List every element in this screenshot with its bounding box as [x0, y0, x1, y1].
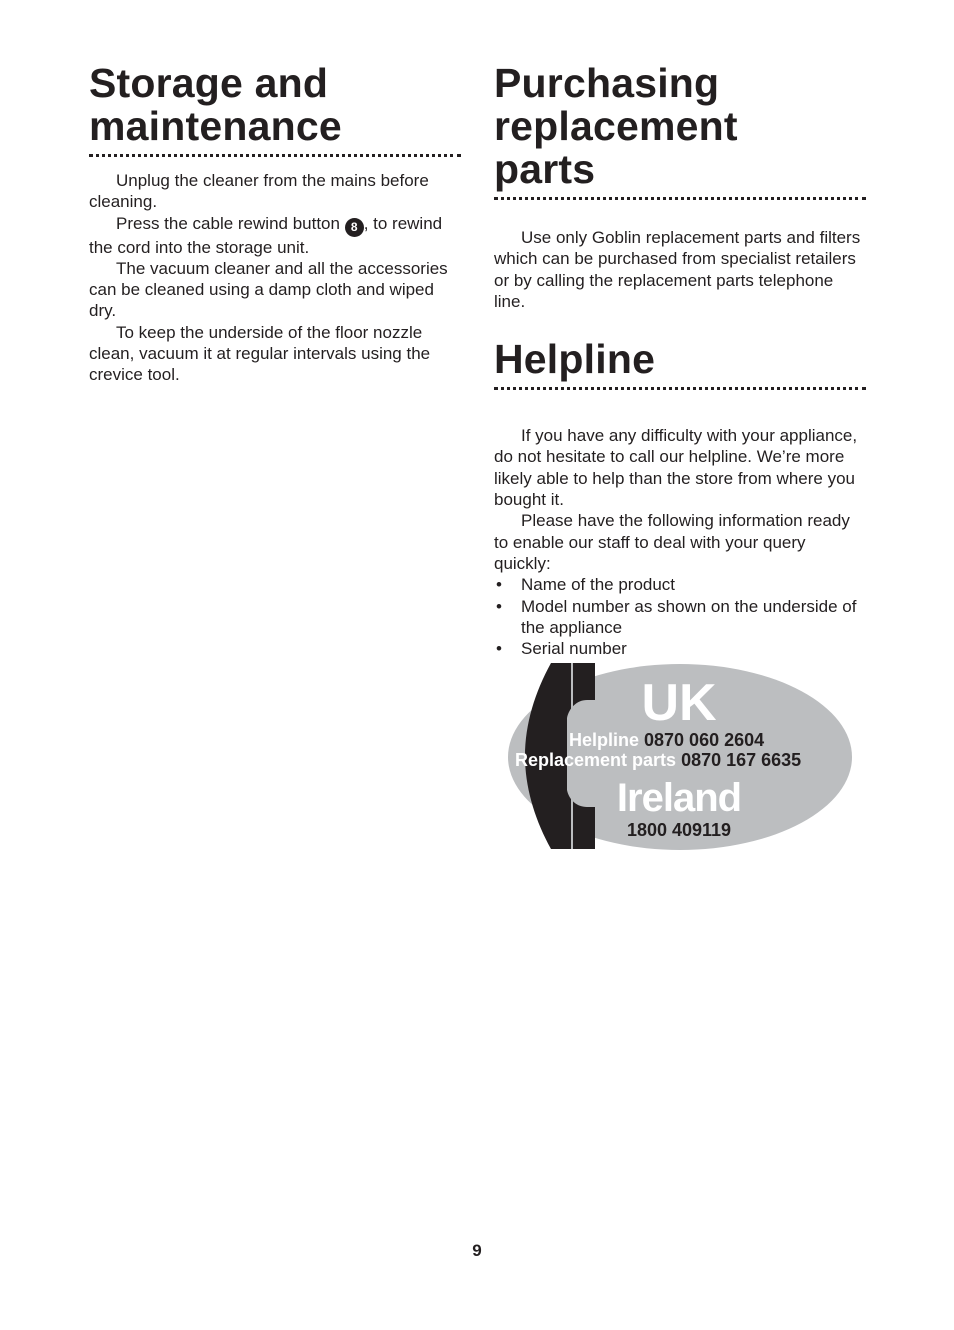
- purchasing-heading-line1: Purchasing: [494, 60, 720, 106]
- replacement-parts-number: 0870 167 6635: [681, 750, 802, 770]
- replacement-parts-label: Replacement parts: [515, 750, 677, 770]
- helpline-section: [494, 338, 866, 659]
- bullet: •: [496, 596, 502, 616]
- storage-paragraph-2-text-a: Press the cable rewind button: [116, 213, 345, 233]
- storage-paragraph-3: The vacuum cleaner and all the accessories can be cleaned using a damp cloth and wiped dry.: [89, 258, 448, 321]
- purchasing-section: [494, 62, 866, 312]
- helpline-paragraph-1: If you have any difficulty with your appliance, do not hesitate to call our helpline. We’re more likely able to help than the store from where you bought it.: [494, 426, 858, 510]
- helpline-paragraph-2: Please have the following information ready to enable our staff to deal with your query quickly:: [494, 511, 850, 573]
- ireland-number: 1800 409119: [626, 820, 732, 840]
- storage-paragraph-1: Unplug the cleaner from the mains before cleaning.: [89, 171, 429, 212]
- rewind-button-number-badge: 8: [345, 218, 364, 237]
- list-item: [494, 638, 866, 659]
- helpline-label: Helpline: [569, 730, 640, 750]
- list-item-text: Serial number: [521, 639, 627, 659]
- bullet: •: [496, 575, 502, 595]
- list-item-text: Model number as shown on the underside of the appliance: [521, 596, 857, 637]
- uk-heading: UK: [641, 674, 717, 732]
- right-column: [494, 62, 866, 659]
- list-item: [494, 574, 866, 595]
- required-info-list: [494, 574, 866, 659]
- bullet: •: [496, 639, 502, 659]
- storage-heading-line1: Storage and: [89, 60, 329, 106]
- contact-numbers-graphic: [507, 660, 853, 854]
- storage-heading-line2: maintenance: [89, 103, 342, 149]
- storage-heading: [89, 62, 461, 148]
- helpline-number: 0870 060 2604: [644, 730, 765, 750]
- helpline-heading: Helpline: [494, 336, 656, 383]
- storage-paragraph-4: To keep the underside of the floor nozzle clean, vacuum it at regular intervals using the crevice tool.: [89, 322, 431, 385]
- purchasing-heading-line2: replacement: [494, 103, 738, 149]
- list-item: [494, 596, 866, 639]
- page-number: 9: [472, 1241, 482, 1260]
- storage-section: [89, 62, 461, 386]
- uk-helpline-line: [569, 730, 764, 750]
- purchasing-heading: [494, 62, 866, 191]
- storage-paragraph-2: [89, 213, 461, 258]
- uk-parts-line: [515, 750, 801, 770]
- ireland-heading: Ireland: [616, 776, 742, 820]
- purchasing-paragraph: Use only Goblin replacement parts and filters which can be purchased from specialist retailers or by calling the replacement parts telephone line.: [494, 228, 861, 311]
- list-item-text: Name of the product: [521, 575, 676, 595]
- purchasing-heading-line3: parts: [494, 146, 596, 192]
- storage-paragraph-2-text-b: , to rewind the cord into the storage unit.: [89, 213, 443, 257]
